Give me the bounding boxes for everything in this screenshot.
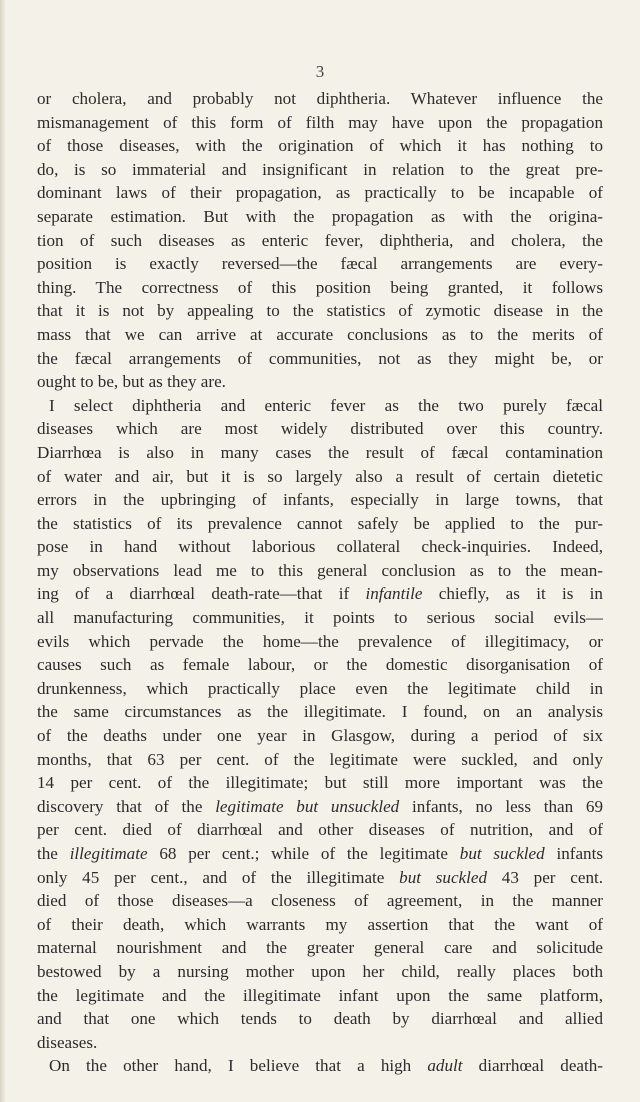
text-line: of their death, which warrants my assertion that the want of — [37, 914, 603, 934]
text-line: the illegitimate 68 per cent.; while of the legitimate but suckled infants — [37, 844, 603, 863]
text-line: thing. The correctness of this position being granted, it follows — [37, 277, 603, 297]
text-line: causes such as female labour, or the domestic disorganisation of — [37, 655, 603, 675]
text-line: the same circumstances as the illegitimate. I found, on an analysis — [37, 702, 603, 722]
text-line: ought to be, but as they are. — [37, 372, 226, 392]
text-line: 14 per cent. of the illegitimate; but still more important was the — [37, 773, 603, 793]
text-line: drunkenness, which practically place even the legitimate child in — [37, 678, 603, 698]
text-line: errors in the upbringing of infants, especially in large towns, that — [37, 490, 603, 510]
text-line: Diarrhœa is also in many cases the result of fæcal contamination — [37, 442, 603, 462]
text-line: died of those diseases—a closeness of agreement, in the manner — [37, 891, 603, 911]
text-line: of those diseases, with the origination of which it has nothing to — [37, 136, 603, 156]
text-line: bestowed by a nursing mother upon her child, really places both — [37, 961, 603, 981]
text-line: months, that 63 per cent. of the legitimate were suckled, and only — [37, 749, 603, 769]
text-line: per cent. died of diarrhœal and other diseases of nutrition, and of — [37, 820, 603, 840]
text-line: On the other hand, I believe that a high adult diarrhœal death- — [49, 1056, 603, 1076]
text-line: that it is not by appealing to the statistics of zymotic disease in the — [37, 301, 603, 321]
text-line: separate estimation. But with the propagation as with the origina- — [37, 206, 603, 226]
text-line: do, is so immaterial and insignificant in relation to the great pre- — [37, 159, 603, 179]
text-line: mismanagement of this form of filth may have upon the propagation — [37, 112, 603, 132]
text-line: I select diphtheria and enteric fever as the two purely fæcal — [49, 395, 603, 415]
text-line: my observations lead me to this general conclusion as to the mean- — [37, 560, 603, 580]
text-line: of the deaths under one year in Glasgow, during a period of six — [37, 726, 603, 746]
text-line: dominant laws of their propagation, as practically to be incapable of — [37, 183, 603, 203]
text-line: ing of a diarrhœal death-rate—that if infantile chiefly, as it is in — [37, 584, 603, 604]
page-number: 3 — [315, 62, 325, 81]
text-line: pose in hand without laborious collateral check-inquiries. Indeed, — [37, 537, 603, 557]
text-line: evils which pervade the home—the prevalence of illegitimacy, or — [37, 631, 603, 651]
text-line: maternal nourishment and the greater general care and solicitude — [37, 938, 603, 958]
text-line: discovery that of the legitimate but unsuckled infants, no less than 69 — [37, 796, 603, 816]
text-line: diseases. — [37, 1032, 98, 1052]
text-line: the legitimate and the illegitimate infant upon the same platform, — [37, 985, 603, 1005]
text-line: all manufacturing communities, it points to serious social evils— — [37, 608, 603, 628]
page-edge-shadow — [0, 0, 5, 1102]
text-line: tion of such diseases as enteric fever, diphtheria, and cholera, the — [37, 230, 603, 250]
body-text — [37, 87, 603, 1078]
text-line: position is exactly reversed—the fæcal arrangements are every- — [37, 254, 603, 274]
text-line: only 45 per cent., and of the illegitimate but suckled 43 per cent. — [37, 867, 603, 887]
text-line: mass that we can arrive at accurate conclusions as to the merits of — [37, 324, 603, 344]
text-line: diseases which are most widely distributed over this country. — [37, 419, 603, 439]
text-line: the fæcal arrangements of communities, not as they might be, or — [37, 348, 603, 368]
text-line: of water and air, but it is so largely also a result of certain dietetic — [37, 466, 603, 486]
text-line: or cholera, and probably not diphtheria. Whatever influence the — [37, 89, 603, 108]
text-line: and that one which tends to death by diarrhœal and allied — [37, 1009, 603, 1029]
text-line: the statistics of its prevalence cannot safely be applied to the pur- — [37, 513, 603, 533]
